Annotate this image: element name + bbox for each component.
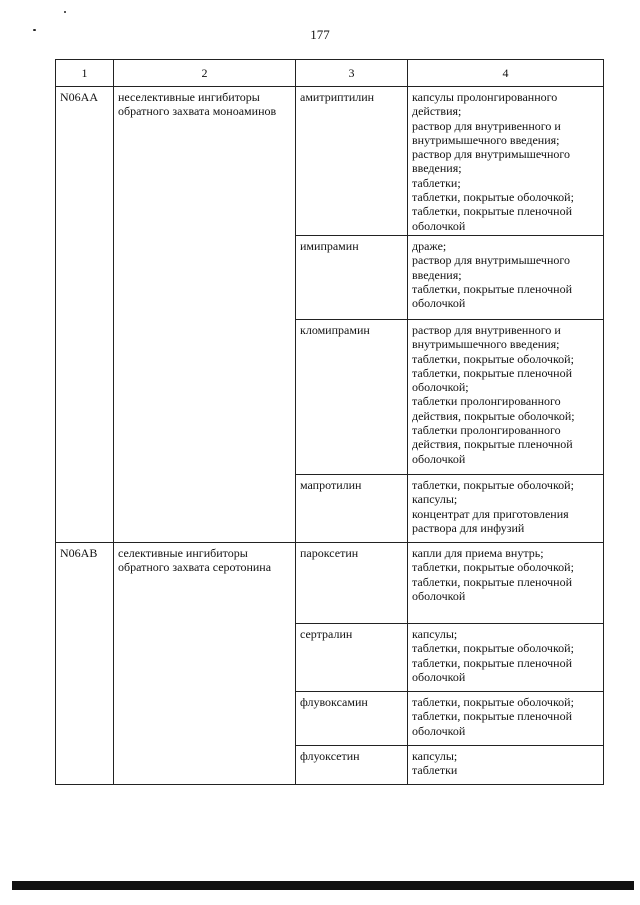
- dosage-form: таблетки, покрытые пленочной оболочкой: [412, 574, 573, 603]
- dosage-form: капли для приема внутрь;: [412, 545, 544, 560]
- dosage-form: таблетки, покрытые оболочкой;: [412, 694, 574, 709]
- column-header: 1: [56, 60, 114, 87]
- dosage-forms-cell: [408, 745, 604, 784]
- dosage-forms-cell: [408, 474, 604, 542]
- dosage-form: драже;: [412, 238, 447, 253]
- group-name-cell: неселективные ингибиторы обратного захвата моноаминов: [114, 87, 296, 543]
- dosage-form: таблетки;: [412, 175, 461, 190]
- dosage-form: таблетки, покрытые оболочкой;: [412, 351, 574, 366]
- dosage-form: капсулы пролонгированного действия;: [412, 90, 558, 119]
- dosage-form: раствор для внутривенного и внутримышечного введения;: [412, 322, 561, 352]
- drug-name-cell: сертралин: [296, 623, 408, 691]
- dosage-form: таблетки, покрытые оболочкой;: [412, 190, 574, 205]
- group-name-cell: селективные ингибиторы обратного захвата серотонина: [114, 542, 296, 784]
- dosage-form: таблетки, покрытые пленочной оболочкой: [412, 655, 573, 684]
- dosage-forms-cell: [408, 87, 604, 236]
- scan-edge-bar: [12, 881, 634, 890]
- drug-name-cell: амитриптилин: [296, 87, 408, 236]
- drug-name-cell: пароксетин: [296, 542, 408, 623]
- dosage-form: таблетки пролонгированного действия, покрытые пленочной оболочкой: [412, 423, 573, 466]
- dosage-form: раствор для внутримышечного введения;: [412, 147, 570, 176]
- dosage-form: таблетки, покрытые пленочной оболочкой: [412, 204, 573, 233]
- dosage-forms-cell: [408, 623, 604, 691]
- drug-table: [55, 59, 604, 785]
- dosage-form: таблетки, покрытые пленочной оболочкой: [412, 709, 573, 738]
- dosage-forms-cell: [408, 235, 604, 319]
- atc-code-cell: N06AB: [56, 542, 114, 784]
- dosage-form: таблетки, покрытые оболочкой;: [412, 477, 574, 492]
- dosage-form: таблетки, покрытые пленочной оболочкой: [412, 281, 573, 311]
- drug-name-cell: имипрамин: [296, 235, 408, 319]
- table-row: [56, 542, 604, 623]
- column-header: 4: [408, 60, 604, 87]
- dosage-forms-cell: [408, 691, 604, 745]
- column-header: 3: [296, 60, 408, 87]
- dosage-form: таблетки, покрытые пленочной оболочкой;: [412, 365, 573, 395]
- table-row: [56, 87, 604, 236]
- dosage-form: концентрат для приготовления раствора для инфузий: [412, 506, 569, 535]
- scan-speck: [64, 11, 66, 13]
- atc-code-cell: N06AA: [56, 87, 114, 543]
- dosage-forms-cell: [408, 542, 604, 623]
- dosage-form: раствор для внутривенного и внутримышечного введения;: [412, 118, 561, 147]
- dosage-form: капсулы;: [412, 626, 458, 641]
- dosage-form: таблетки, покрытые оболочкой;: [412, 641, 574, 656]
- page-number: 177: [310, 27, 330, 42]
- dosage-forms-cell: [408, 319, 604, 474]
- column-header: 2: [114, 60, 296, 87]
- table-header-row: [56, 60, 604, 87]
- drug-name-cell: флуоксетин: [296, 745, 408, 784]
- dosage-form: таблетки, покрытые оболочкой;: [412, 560, 574, 575]
- drug-name-cell: кломипрамин: [296, 319, 408, 474]
- dosage-form: капсулы;: [412, 492, 458, 507]
- dosage-form: раствор для внутримышечного введения;: [412, 253, 570, 282]
- drug-name-cell: мапротилин: [296, 474, 408, 542]
- dosage-form: таблетки: [412, 763, 458, 778]
- dosage-form: таблетки пролонгированного действия, покрытые оболочкой;: [412, 394, 575, 423]
- dosage-form: капсулы;: [412, 748, 458, 763]
- drug-name-cell: флувоксамин: [296, 691, 408, 745]
